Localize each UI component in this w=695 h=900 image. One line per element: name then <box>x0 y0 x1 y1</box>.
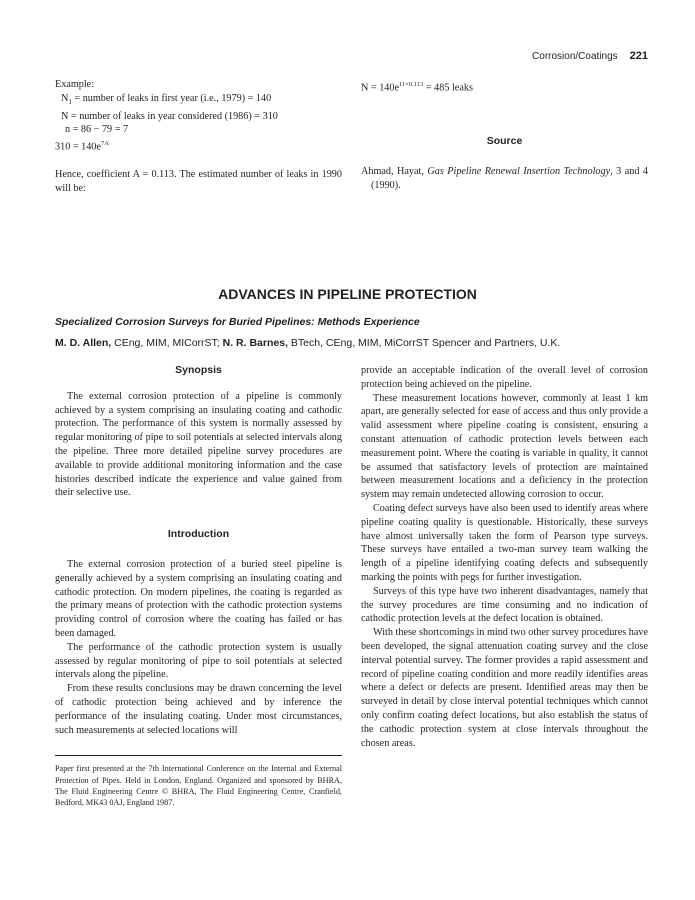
author-line: M. D. Allen, CEng, MIM, MICorrST; N. R. Barnes, BTech, CEng, MIM, MiCorrST Spencer and Partners, U.K. <box>55 337 561 349</box>
right-paragraph-3: Surveys of this type have two inherent disadvantages, namely that the survey procedures are time consuming and no indication of cathodic protection levels at the defect location is obtained. <box>361 585 648 625</box>
example-label: Example: <box>55 79 95 90</box>
synopsis-heading: Synopsis <box>175 364 222 376</box>
right-column <box>361 364 648 750</box>
right-paragraph-0: provide an acceptable indication of the overall level of corrosion protection being achieved on the pipeline. <box>361 365 648 390</box>
example-n: N = number of leaks in year considered (1986) = 310 <box>61 110 278 122</box>
example-small-n: n = 86 − 79 = 7 <box>65 124 129 136</box>
right-paragraph-4: With these shortcomings in mind two other survey procedures have been developed, the signal attenuation coating survey and the close interval potential survey. The former provides a rapid assessment and record of pipeline coating condition and more readily identifies areas where a defect or defects are present. Identified areas may then be surveyed in detail by close interval potential techniques which cannot only confirm coating defect locations, but also establish the status of the cathodic protection system at close intervals throughout the chosen areas. <box>361 627 648 749</box>
running-head <box>532 50 648 62</box>
source-heading: Source <box>486 135 523 148</box>
left-column <box>55 364 342 808</box>
example-n1: $N_1$ = number of leaks in first year (i.e., 1979) = 140 <box>61 92 272 106</box>
article-title: ADVANCES IN PIPELINE PROTECTION <box>218 286 477 302</box>
example-equation: $310 = 140e^{7A}$ <box>55 140 109 153</box>
right-paragraph-1: These measurement locations however, commonly at least 1 km apart, are generally selected for ease of access and thus only provide a valid assessment where pipeline coating is consistent, ensuring a constant attenuation of cathodic protection levels between each measurement point. Where the coating is variable in quality, it cannot be assumed that satisfactory levels of protection are maintained between measurement locations and a deficiency in the protection system may remain undetected allowing corrosion to occur. <box>361 392 648 501</box>
example-hence: Hence, coefficient A = 0.113. The estimated number of leaks in 1990 will be: <box>55 169 342 195</box>
right-paragraph-2: Coating defect surveys have also been used to identify areas where pipeline coating quality is questionable. Historically, these surveys have almost universally taken the form of Pearson type surveys. These surveys have entailed a two-man survey team walking the length of a pipeline identifying coating defects and subsequently marking the points with pegs for further investigation. <box>361 502 648 583</box>
intro-paragraph-2: The performance of the cathodic protection system is usually assessed by regular monitoring of pipe to soil potentials at selected intervals along the pipeline. <box>55 641 342 681</box>
intro-paragraph-3: From these results conclusions may be drawn concerning the level of cathodic protection being achieved and by inference the performance of the insulating coating. Under most circumstances, such measurements at selected locations will <box>55 683 342 736</box>
source-reference: Ahmad, Hayat, Gas Pipeline Renewal Insertion Technology, 3 and 4 (1990). <box>361 165 648 191</box>
article-subtitle: Specialized Corrosion Surveys for Buried Pipelines: Methods Experience <box>55 316 420 328</box>
section-title: Corrosion/Coatings <box>532 51 618 62</box>
footnote-rule <box>55 755 342 756</box>
intro-paragraph-1: The external corrosion protection of a buried steel pipeline is generally achieved by a system comprising an insulating coating and cathodic protection. On modern pipelines, the coating is regarded as the primary means of protection with the cathodic protection systems providing control of corrosion where the coating has failed or has been damaged. <box>55 558 342 639</box>
example-block <box>55 78 342 196</box>
footnote: Paper first presented at the 7th International Conference on the Internal and External Protection of Pipes. Held in London, England. Organized and sponsored by BHRA, The Fluid Engineering Centre © BHRA, The Fluid Engineering Centre, Cranfield, Bedford, MK43 0AJ, England 1987. <box>55 764 342 807</box>
introduction-heading: Introduction <box>167 528 230 541</box>
estimate-equation: $N = 140e^{11\times 0.113} = 485$ leaks <box>361 81 473 94</box>
page-number: 221 <box>629 50 648 62</box>
source-block <box>361 78 648 193</box>
synopsis-text: The external corrosion protection of a pipeline is commonly achieved by a system comprising an insulating coating and cathodic protection. The performance of this system is normally assessed by regular monitoring of pipe to soil potentials at selected intervals along the pipeline. Three more detailed pipeline survey procedures are available to provide additional monitoring information and the case histories described indicate the experience and value gained from their selective use. <box>55 390 342 499</box>
